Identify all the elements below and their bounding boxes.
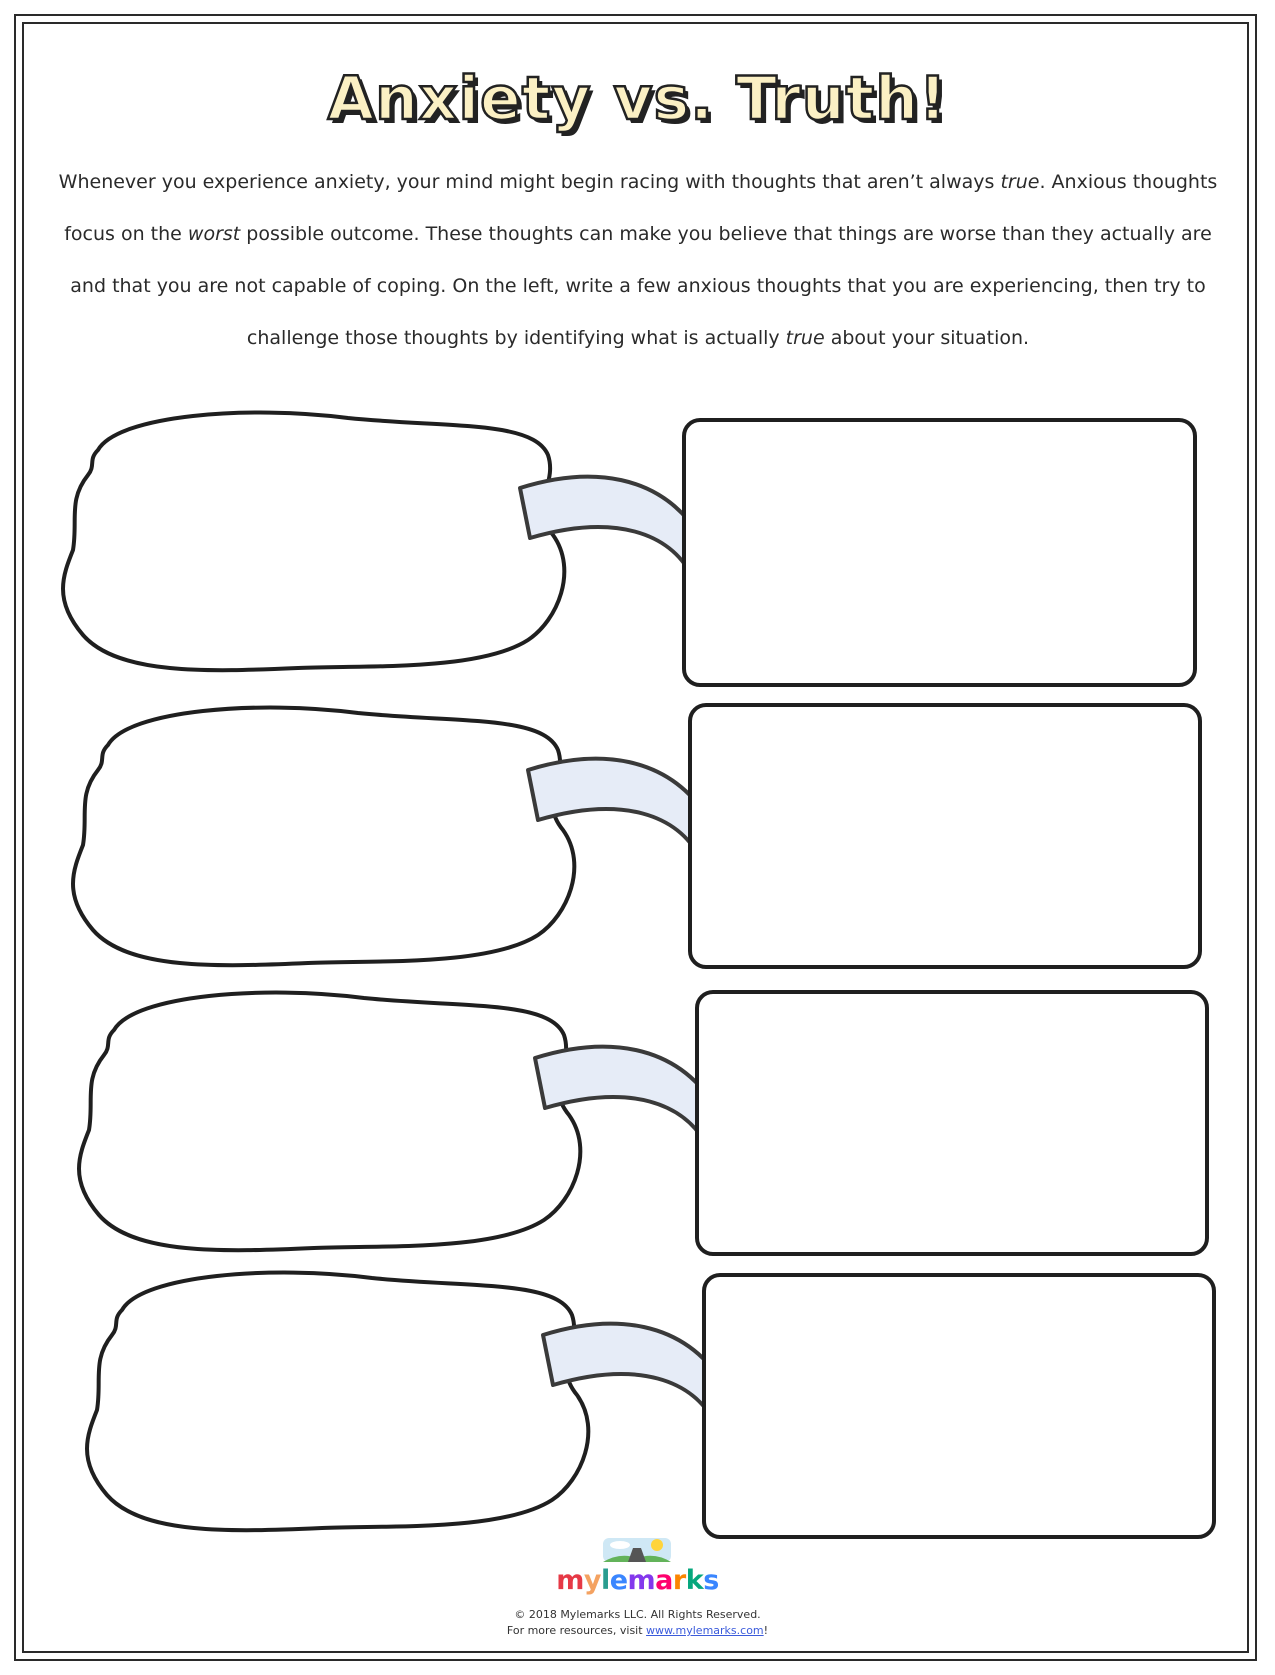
row-3	[79, 992, 1207, 1254]
brand-letter: k	[685, 1565, 704, 1596]
copyright-line: © 2018 Mylemarks LLC. All Rights Reserved.	[514, 1608, 761, 1621]
intro-emphasis: true	[1000, 171, 1040, 193]
row-1	[63, 413, 1195, 685]
resources-line	[0, 1623, 1275, 1639]
page-title: Anxiety vs. Truth!	[327, 64, 948, 134]
brand-letter: m	[627, 1565, 656, 1596]
intro-emphasis: true	[785, 327, 825, 349]
brand-letter: r	[672, 1565, 686, 1596]
row-4	[87, 1273, 1214, 1537]
anxious-thought-cloud[interactable]	[63, 413, 564, 671]
mylemarks-link[interactable]: www.mylemarks.com	[646, 1624, 764, 1637]
footer-logo	[0, 1535, 1275, 1596]
intro-text: . Anxious thoughts focus on the	[64, 171, 1218, 245]
brand-letter: y	[583, 1565, 601, 1596]
anxious-thought-cloud[interactable]	[79, 993, 580, 1251]
brand-letter: m	[556, 1565, 584, 1596]
truth-box[interactable]	[684, 420, 1195, 685]
intro-text: about your situation.	[824, 327, 1030, 349]
intro-emphasis: worst	[187, 223, 241, 245]
intro-text: possible outcome. These thoughts can make you believe that things are worse than they actually are and that you are not capable of coping. On the left, write a few anxious thoughts that you are experiencing, then try to challenge those thoughts by identifying what is actually	[70, 223, 1212, 349]
footer-copyright	[0, 1607, 1275, 1639]
brand-letter: e	[609, 1565, 628, 1596]
truth-box[interactable]	[704, 1275, 1214, 1537]
brand-letter: s	[703, 1565, 719, 1596]
brand-wordmark	[0, 1565, 1275, 1596]
intro-text: Whenever you experience anxiety, your mind might begin racing with thoughts that aren’t always	[58, 171, 1001, 193]
brand-letter: a	[655, 1565, 673, 1596]
truth-box[interactable]	[697, 992, 1207, 1254]
anxious-thought-cloud[interactable]	[87, 1273, 588, 1531]
brand-letter: l	[600, 1565, 610, 1596]
anxious-thought-cloud[interactable]	[73, 708, 574, 966]
truth-box[interactable]	[690, 705, 1200, 967]
resources-suffix: !	[763, 1624, 769, 1637]
resources-prefix: For more resources, visit	[506, 1624, 647, 1637]
row-2	[73, 705, 1200, 967]
